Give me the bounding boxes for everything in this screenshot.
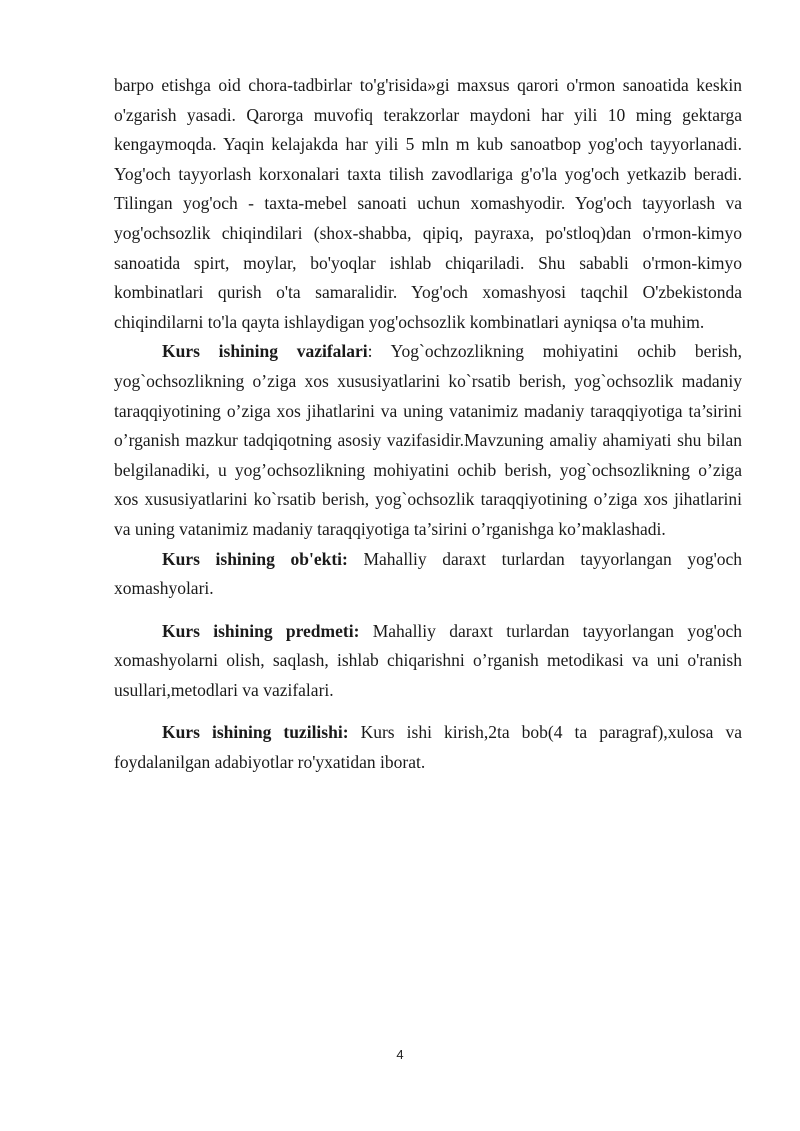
paragraph-lead: Kurs ishining tuzilishi: [162, 722, 349, 743]
paragraph-object [114, 545, 742, 604]
paragraph-text: : Yog`ochzozlikning mohiyatini ochib berish, yog`ochsozlikning o’ziga xos xususiyatlarini ko`rsatib berish, yog`ochsozlik madaniy taraqqiyotining o’ziga xos jihatlarini va uning vatanimiz madaniy taraqqiyotiga ta’sirini o’rganish mazkur tadqiqotning asosiy vazifasidir.Mavzuning amaliy ahamiyati shu bilan belgilanadiki, u yog’ochsozlikning mohiyatini ochib berish, yog`ochsozlikning o’ziga xos xususiyatlarini ko`rsatib berish, yog`ochsozlik taraqqiyotining o’ziga xos jihatlarini va uning vatanimiz madaniy taraqqiyotiga ta’sirini o’rganishga ko’maklashadi. [114, 341, 742, 539]
paragraph-structure [114, 718, 742, 777]
paragraph-continuation [114, 71, 742, 337]
page-number: 4 [396, 1047, 404, 1062]
paragraph-lead: Kurs ishining predmeti: [162, 620, 360, 641]
paragraph-text: Kurs ishi kirish,2ta bob(4 ta paragraf),xulosa va foydalanilgan adabiyotlar ro'yxatidan iborat. [114, 722, 742, 773]
paragraph-subject [114, 617, 742, 706]
page-body [114, 71, 742, 778]
paragraph-tasks [114, 337, 742, 544]
paragraph-lead: Kurs ishining vazifalari [162, 341, 368, 362]
paragraph-text: Mahalliy daraxt turlardan tayyorlangan yog'och xomashyolarni olish, saqlash, ishlab chiqarishni o’rganish metodikasi va uni o'ranish usullari,metodlari va vazifalari. [114, 620, 742, 700]
paragraph-text: Mahalliy daraxt turlardan tayyorlangan yog'och xomashyolari. [114, 548, 742, 599]
paragraph-lead: Kurs ishining ob'ekti: [162, 548, 348, 569]
paragraph-text: barpo etishga oid chora-tadbirlar to'g'risida»gi maxsus qarori o'rmon sanoatida keskin o'zgarish yasadi. Qarorga muvofiq terakzorlar maydoni har yili 10 ming gektarga kengaymoqda. Yaqin kelajakda har yili 5 mln m kub sanoatbop yog'och tayyorlanadi. Yog'och tayyorlash korxonalari taxta tilish zavodlariga g'o'la yog'och yetkazib beradi. Tilingan yog'och - taxta-mebel sanoati uchun xomashyodir. Yog'och tayyorlash va yog'ochsozlik chiqindilari (shox-shabba, qipiq, payraxa, po'stloq)dan o'rmon-kimyo sanoatida spirt, moylar, bo'yoqlar ishlab chiqariladi. Shu sababli o'rmon-kimyo kombinatlari qurish o'ta samaralidir. Yog'och xomashyosi taqchil O'zbekistonda chiqindilarni to'la qayta ishlaydigan yog'ochsozlik kombinatlari ayniqsa o'ta muhim. [114, 75, 742, 332]
